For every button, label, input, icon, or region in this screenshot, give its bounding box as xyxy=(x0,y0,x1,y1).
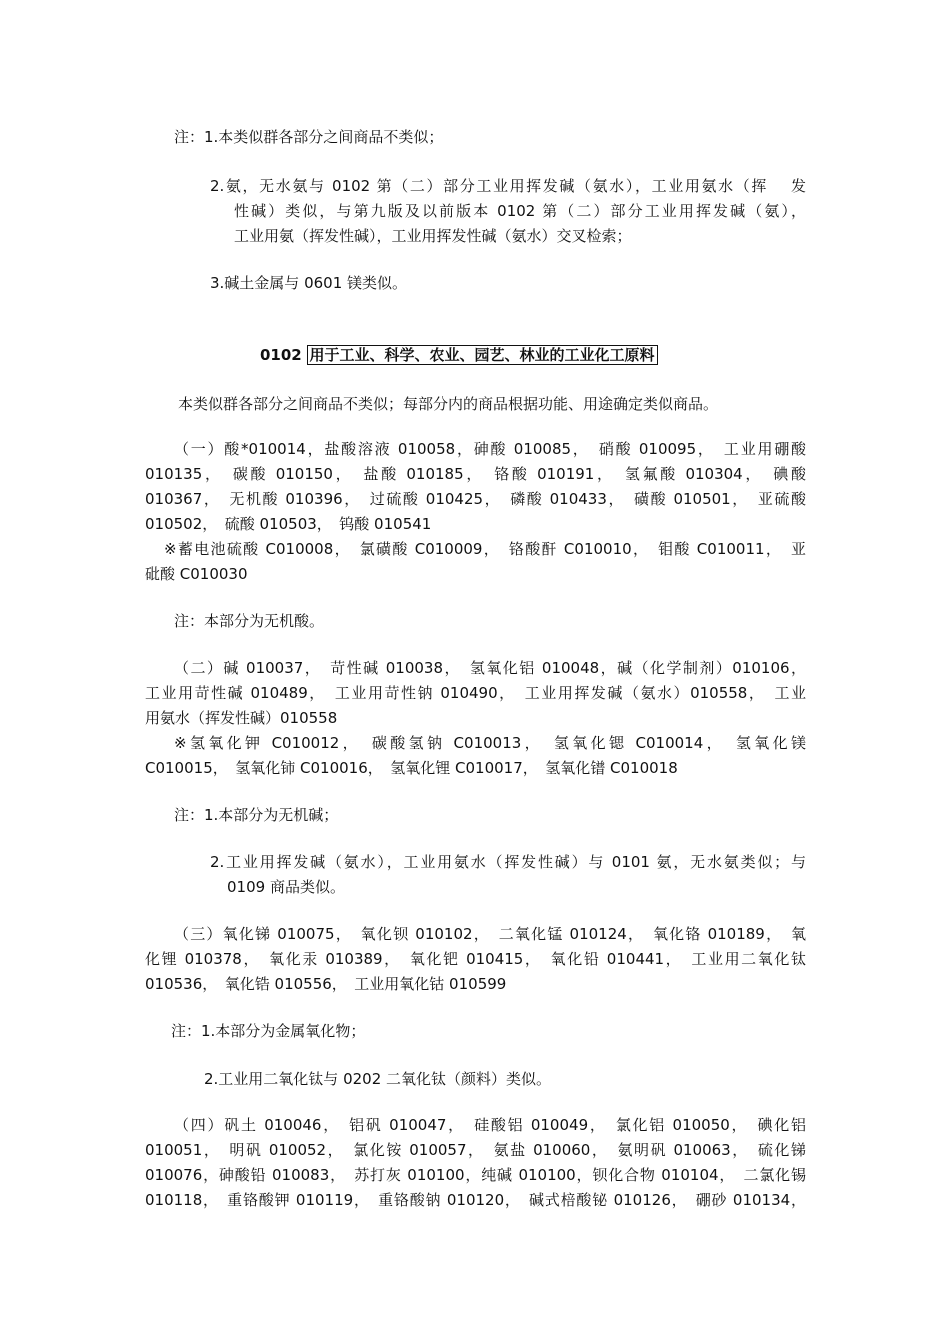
section1-line: 010135， 碳酸 010150， 盐酸 010185， 铬酸 010191， 氢氟酸 010304， 碘酸 xyxy=(145,465,806,483)
section4-line: 010076，砷酸铅 010083， 苏打灰 010100，纯碱 010100，钡化合物 010104， 二氯化锡 xyxy=(145,1166,806,1184)
section3-line: 化锂 010378， 氧化汞 010389， 氧化钯 010415， 氧化铅 010441， 工业用二氧化钛 xyxy=(145,950,806,968)
section1-line: 010367， 无机酸 010396， 过硫酸 010425， 磷酸 010433， 磺酸 010501， 亚硫酸 xyxy=(145,490,806,508)
section4-line: 010051， 明矾 010052， 氯化铵 010057， 氨盐 010060， 氨明矾 010063， 硫化锑 xyxy=(145,1141,806,1159)
section2-line: 工业用苛性碱 010489， 工业用苛性钠 010490， 工业用挥发碱（氨水）010558， 工业 xyxy=(145,684,806,702)
section-heading xyxy=(260,343,740,368)
section3-line: 010536， 氧化锆 010556， 工业用氧化钴 010599 xyxy=(145,975,507,993)
section1-note: 注：本部分为无机酸。 xyxy=(174,612,325,630)
section2-line: （二）碱 010037， 苛性碱 010038， 氢氧化铝 010048，碱（化学制剂）010106， xyxy=(174,659,806,677)
heading-title: 用于工业、科学、农业、园艺、林业的工业化工原料 xyxy=(307,345,658,365)
section2-note-item-2-line-1: 2.工业用挥发碱（氨水），工业用氨水（挥发性碱）与 0101 氨，无水氨类似；与 xyxy=(210,853,806,871)
heading-number: 0102 xyxy=(260,346,302,364)
section3-note-line-1: 注：1.本部分为金属氧化物； xyxy=(171,1022,366,1040)
section4-line: （四）矾土 010046， 铝矾 010047， 硅酸铝 010049， 氯化铝 010050， 碘化铝 xyxy=(174,1116,806,1134)
note-item-2-line-3: 工业用氨（挥发性碱），工业用挥发性碱（氨水）交叉检索； xyxy=(234,227,632,245)
note-item-2-line-2: 性碱）类似，与第九版及以前版本 0102 第（二）部分工业用挥发碱（氨）， xyxy=(234,202,806,220)
section1-extra-line: ※蓄电池硫酸 C010008， 氯磺酸 C010009， 铬酸酐 C010010， 钼酸 C010011， 亚 xyxy=(164,540,806,558)
section1-line: （一）酸*010014，盐酸溶液 010058，砷酸 010085， 硝酸 010095， 工业用硼酸 xyxy=(174,440,806,458)
note-line-1: 注：1.本类似群各部分之间商品不类似； xyxy=(174,128,444,146)
section2-note-item-2-line-2: 0109 商品类似。 xyxy=(227,878,345,896)
section2-line: 用氨水（挥发性碱）010558 xyxy=(145,709,338,727)
intro-text: 本类似群各部分之间商品不类似；每部分内的商品根据功能、用途确定类似商品。 xyxy=(178,395,719,413)
section3-note-item-2: 2.工业用二氧化钛与 0202 二氧化钛（颜料）类似。 xyxy=(204,1070,552,1088)
section4-line: 010118， 重铬酸钾 010119， 重铬酸钠 010120， 碱式棓酸铋 010126， 硼砂 010134， xyxy=(145,1191,806,1209)
section3-line: （三）氧化锑 010075， 氧化钡 010102， 二氧化锰 010124， 氧化铬 010189， 氧 xyxy=(174,925,806,943)
section2-note-line-1: 注：1.本部分为无机碱； xyxy=(174,806,339,824)
note-item-3: 3.碱土金属与 0601 镁类似。 xyxy=(210,274,408,292)
section1-line: 010502， 硫酸 010503， 钨酸 010541 xyxy=(145,515,432,533)
note-item-2-line-1: 2.氨，无水氨与 0102 第（二）部分工业用挥发碱（氨水），工业用氨水（挥 发 xyxy=(210,177,806,195)
section2-extra-line: ※氢氧化钾 C010012， 碳酸氢钠 C010013， 氢氧化锶 C010014， 氢氧化镁 xyxy=(174,734,806,752)
section2-extra-line: C010015， 氢氧化铈 C010016， 氢氧化锂 C010017， 氢氧化镨 C010018 xyxy=(145,759,678,777)
section1-extra-line: 砒酸 C010030 xyxy=(145,565,248,583)
